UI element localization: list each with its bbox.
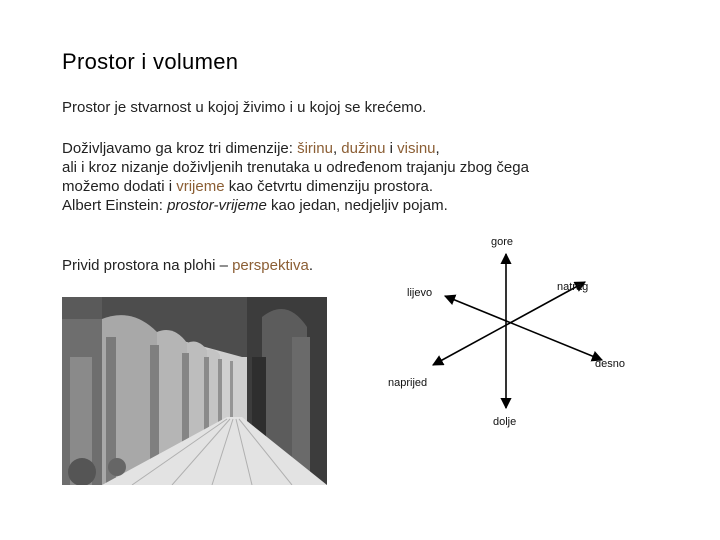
- intro-paragraph: Prostor je stvarnost u kojoj živimo i u kojoj se krećemo.: [62, 99, 427, 116]
- sep2: i: [385, 140, 398, 157]
- dimensions-line3-suffix: kao četvrtu dimenziju prostora.: [224, 178, 434, 195]
- label-naprijed: naprijed: [388, 377, 428, 389]
- perspective-word: perspektiva: [232, 257, 309, 274]
- label-desno: desno: [595, 358, 625, 370]
- perspective-suffix: .: [308, 257, 313, 274]
- label-dolje: dolje: [493, 416, 517, 428]
- axis-horizontal: [445, 296, 602, 360]
- dimensions-line1-suffix: ,: [435, 140, 440, 157]
- arcade-illustration: [62, 297, 327, 485]
- word-vrijeme: vrijeme: [176, 178, 225, 195]
- perspective-prefix: Privid prostora na plohi –: [62, 257, 233, 274]
- word-sirinu: širinu: [297, 140, 333, 157]
- word-visinu: visinu: [397, 140, 436, 157]
- dimensions-line3-prefix: možemo dodati i: [62, 178, 177, 195]
- axis-depth: [433, 282, 585, 365]
- dimensions-line2: ali i kroz nizanje doživljenih trenutaka u određenom trajanju zbog čega: [62, 159, 529, 176]
- einstein-prefix: Albert Einstein:: [62, 197, 168, 214]
- axes-lines: [380, 230, 640, 440]
- page-title: Prostor i volumen: [62, 49, 239, 74]
- sep1: ,: [332, 140, 342, 157]
- perspective-line: [62, 256, 313, 275]
- label-natrag: natrag: [557, 281, 589, 293]
- einstein-term: prostor-vrijeme: [167, 197, 267, 214]
- dimensions-line1-prefix: Doživljavamo ga kroz tri dimenzije:: [62, 140, 298, 157]
- label-lijevo: lijevo: [407, 287, 433, 299]
- arcade-photo: [62, 297, 327, 485]
- label-gore: gore: [491, 236, 514, 248]
- word-duzinu: dužinu: [341, 140, 386, 157]
- dimensions-paragraph: [62, 139, 529, 215]
- axes-diagram: [380, 230, 640, 440]
- einstein-suffix: kao jedan, nedjeljiv pojam.: [266, 197, 448, 214]
